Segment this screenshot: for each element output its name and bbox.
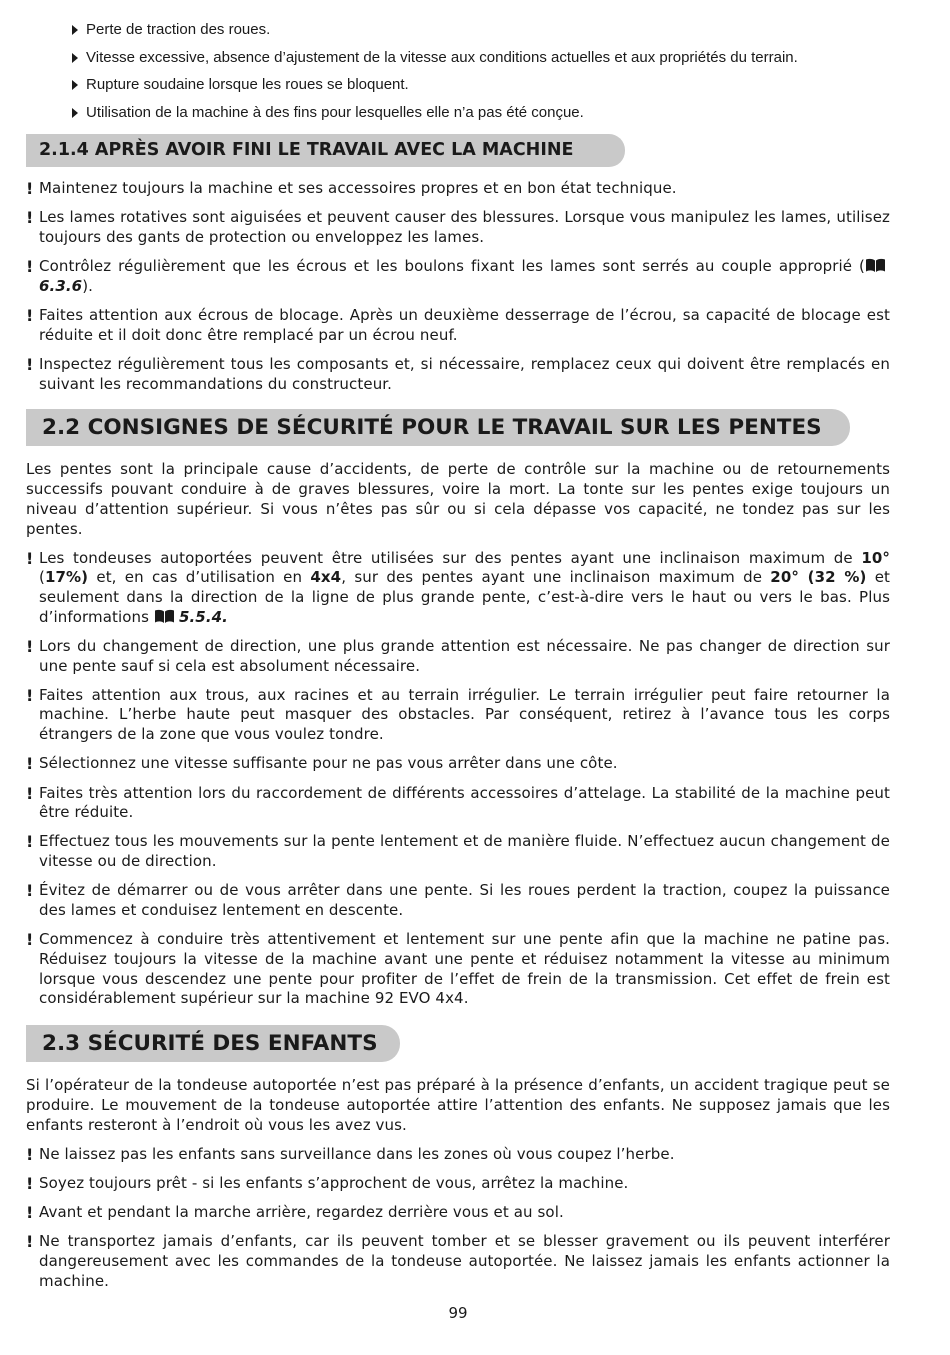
warning-item: ! Effectuez tous les mouvements sur la pente lentement et de manière fluide. N’effectuez aucun changement de vitesse ou de direction.: [26, 832, 890, 871]
list-item: Perte de traction des roues.: [72, 16, 912, 44]
warning-item: ! Évitez de démarrer ou de vous arrêter dans une pente. Si les roues perdent la traction, coupez la puissance des lames et conduisez lentement en descente.: [26, 881, 890, 920]
warning-item: ! Les tondeuses autoportées peuvent être utilisées sur des pentes ayant une inclinaison maximum de 10° (17%) et, en cas d’utilisation en 4x4, sur des pentes ayant une inclinaison maximum de 20° (32 %) et seulement dans la direction de la ligne de plus grande pente, c’est-à-dire vers le haut ou vers le bas. Plus d’informations 5.5.4.: [26, 548, 890, 626]
reference-link[interactable]: 6.3.6: [39, 276, 83, 295]
section-2-3-body: [26, 1075, 890, 1291]
book-icon: [154, 609, 175, 624]
warning-mark: !: [26, 636, 34, 656]
warning-mark: !: [26, 548, 34, 568]
section-2-1-4-items: [26, 179, 890, 394]
triangle-right-icon: [72, 25, 78, 35]
warning-mark: !: [26, 881, 34, 901]
warning-item: ! Les lames rotatives sont aiguisées et peuvent causer des blessures. Lorsque vous manipulez les lames, utilisez toujours des gants de protection ou enveloppez les lames.: [26, 208, 890, 246]
warning-item: ! Soyez toujours prêt - si les enfants s’approchent de vous, arrêtez la machine.: [26, 1173, 629, 1193]
section-intro: Si l’opérateur de la tondeuse autoportée n’est pas préparé à la présence d’enfants, un accident tragique peut se produire. Le mouvement de la tondeuse autoportée attire l’attention des enfants. Ne supposez jamais que les enfants resteront à l’endroit où vous les avez vus.: [26, 1076, 890, 1134]
list-item: Utilisation de la machine à des fins pour lesquelles elle n’a pas été conçue.: [72, 99, 912, 127]
warning-item: ! Ne transportez jamais d’enfants, car ils peuvent tomber et se blesser gravement ou ils peuvent interférer dangereusement avec les commandes de la tondeuse autoportée. Ne laissez jamais les enfants actionner la machine.: [26, 1232, 890, 1290]
warning-item: ! Faites très attention lors du raccordement de différents accessoires d’attelage. La stabilité de la machine peut être réduite.: [26, 783, 890, 822]
warning-item: ! Lors du changement de direction, une plus grande attention est nécessaire. Ne pas changer de direction sur une pente sauf si cela est absolument nécessaire.: [26, 636, 890, 675]
triangle-right-icon: [72, 108, 78, 118]
list-item: Vitesse excessive, absence d’ajustement de la vitesse aux conditions actuelles et aux propriétés du terrain.: [72, 44, 912, 72]
warning-mark: !: [26, 1232, 34, 1252]
warning-mark: !: [26, 930, 34, 950]
warning-item: ! Faites attention aux trous, aux racines et au terrain irrégulier. Le terrain irrégulier peut faire retourner la machine. L’herbe haute peut masquer des obstacles. Par conséquent, retirez à l’avance tous les corps étrangers de la zone que vous voulez tondre.: [26, 685, 890, 744]
warning-mark: !: [26, 1144, 34, 1164]
section-2-2-body: [26, 459, 890, 1009]
warning-mark: !: [26, 257, 34, 277]
section-heading-2-1-4: 2.1.4 APRÈS AVOIR FINI LE TRAVAIL AVEC LA MACHINE: [26, 134, 625, 167]
warning-mark: !: [26, 685, 34, 705]
warning-item: ! Ne laissez pas les enfants sans surveillance dans les zones où vous coupez l’herbe.: [26, 1144, 675, 1164]
warning-item: ! Avant et pendant la marche arrière, regardez derrière vous et au sol.: [26, 1202, 564, 1222]
warning-mark: !: [26, 832, 34, 852]
warning-mark: !: [26, 1202, 34, 1222]
warning-item: ! Inspectez régulièrement tous les composants et, si nécessaire, remplacez ceux qui doivent être remplacés en suivant les recommandations du constructeur.: [26, 354, 890, 393]
warning-item: ! Commencez à conduire très attentivement et lentement sur une pente afin que la machine ne patine pas. Réduisez toujours la vitesse de la machine avant une pente et réduisez notamment la vitesse au minimum lorsque vous descendez une pente pour profiter de l’effet de frein de la transmission. Cet effet de frein est considérablement supérieur sur la machine 92 EVO 4x4.: [26, 930, 890, 1008]
hazard-list: [72, 16, 912, 126]
warning-mark: !: [26, 306, 34, 326]
warning-item: ! Faites attention aux écrous de blocage. Après un deuxième desserrage de l’écrou, sa capacité de blocage est réduite et il doit donc être remplacé par un écrou neuf.: [26, 306, 890, 344]
warning-mark: !: [26, 354, 34, 374]
warning-item: ! Sélectionnez une vitesse suffisante pour ne pas vous arrêter dans une côte.: [26, 754, 618, 774]
section-heading-2-3: 2.3 SÉCURITÉ DES ENFANTS: [26, 1025, 400, 1062]
list-item: Rupture soudaine lorsque les roues se bloquent.: [72, 71, 912, 99]
warning-mark: !: [26, 754, 34, 774]
warning-mark: !: [26, 179, 34, 198]
warning-mark: !: [26, 208, 34, 228]
triangle-right-icon: [72, 53, 78, 63]
warning-mark: !: [26, 1173, 34, 1193]
triangle-right-icon: [72, 80, 78, 90]
book-icon: [865, 258, 886, 273]
page-number: 99: [448, 1304, 468, 1322]
warning-item: ! Maintenez toujours la machine et ses accessoires propres et en bon état technique.: [26, 179, 677, 198]
reference-link[interactable]: 5.5.4.: [178, 607, 228, 626]
section-heading-2-2: 2.2 CONSIGNES DE SÉCURITÉ POUR LE TRAVAIL SUR LES PENTES: [26, 409, 850, 446]
section-intro: Les pentes sont la principale cause d’accidents, de perte de contrôle sur la machine ou de retournements successifs pouvant conduire à de graves blessures, voire la mort. La tonte sur les pentes exige toujours un niveau d’attention supérieur. Si vous n’êtes pas sûr ou si cela dépasse vos capacité, ne tondez pas sur les pentes.: [26, 460, 890, 538]
warning-mark: !: [26, 783, 34, 803]
warning-item: ! Contrôlez régulièrement que les écrous et les boulons fixant les lames sont serrés au couple approprié (6.3.6).: [26, 257, 890, 296]
